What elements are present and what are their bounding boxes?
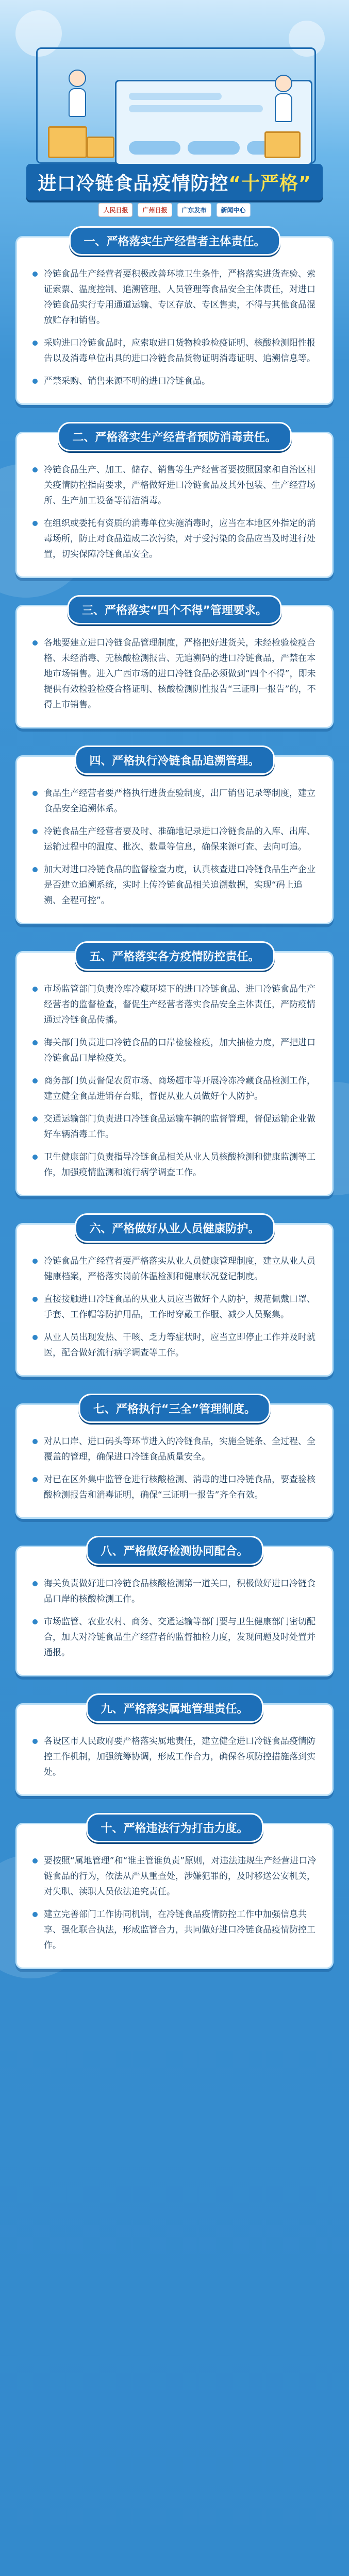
page-title-main: 进口冷链食品疫情防控 xyxy=(38,173,229,194)
section-card xyxy=(15,1703,334,1796)
section-heading: 五、严格落实各方疫情防控责任。 xyxy=(74,941,274,971)
screen-bar xyxy=(129,105,263,112)
media-logo: 广东发布 xyxy=(177,203,211,217)
section-paragraph: 在组织或委托有资质的消毒单位实施消毒时，应当在本地区外指定的消毒场所，防止对食品造成二次污染，对于受污染的食品应当及时进行处置，切实保障冷链食品安全。 xyxy=(32,516,317,562)
section-paragraph: 对已在区外集中监管仓进行核酸检测、消毒的进口冷链食品，要查验核酸检测报告和消毒证明，确保“三证明一报告”齐全有效。 xyxy=(32,1472,317,1503)
sections-list xyxy=(0,236,349,1969)
section-paragraph: 采购进口冷链食品时，应索取进口货物检验检疫证明、核酸检测阳性报告以及消毒单位出具的进口冷链食品货物证明消毒证明、追溯信息等。 xyxy=(32,335,317,366)
section-card xyxy=(15,1546,334,1676)
section-paragraph: 加大对进口冷链食品的监督检查力度，认真核查进口冷链食品生产企业是否建立追溯系统，实时上传冷链食品相关追溯数据，实现“码上追溯、全程可控”。 xyxy=(32,862,317,908)
hero-illustration-frame xyxy=(36,47,316,164)
media-logo: 人民日报 xyxy=(98,203,132,217)
section-paragraph: 市场监管部门负责冷库冷藏环境下的进口冷链食品、进口冷链食品生产经营者的监督检查，督促生产经营者落实食品安全主体责任，严防疫情通过冷链食品传播。 xyxy=(32,981,317,1028)
section-heading: 四、严格执行冷链食品追溯管理。 xyxy=(74,745,274,775)
media-logo: 广州日报 xyxy=(138,203,172,217)
section-card xyxy=(15,755,334,924)
worker-figure-icon xyxy=(69,70,86,116)
section-paragraph: 冷链食品生产经营者要及时、准确地记录进口冷链食品的入库、出库、运输过程中的温度、批次、数量等信息，确保来源可查、去向可追。 xyxy=(32,824,317,855)
section-card xyxy=(15,236,334,405)
section-paragraph: 市场监管、农业农村、商务、交通运输等部门要与卫生健康部门密切配合，加大对冷链食品生产经营者的监督抽检力度，发现问题及时处置并通报。 xyxy=(32,1614,317,1660)
screen-button-shape xyxy=(129,141,180,155)
section-heading: 三、严格落实“四个不得”管理要求。 xyxy=(67,595,282,624)
section-paragraph: 冷链食品生产、加工、储存、销售等生产经营者要按照国家和自治区相关疫情防控指南要求，严格做好进口冷链食品及其外包装、生产经营场所、生产加工设备等清洁消毒。 xyxy=(32,462,317,509)
section-paragraph: 对从口岸、进口码头等环节进入的冷链食品，实施全链条、全过程、全覆盖的管理，确保进口冷链食品质量安全。 xyxy=(32,1434,317,1465)
section-paragraph: 严禁采购、销售来源不明的进口冷链食品。 xyxy=(32,374,317,389)
section-paragraph: 海关负责做好进口冷链食品核酸检测第一道关口，积极做好进口冷链食品口岸的核酸检测工作。 xyxy=(32,1576,317,1607)
section-paragraph: 要按照“属地管理”和“谁主管谁负责”原则，对违法违规生产经营进口冷链食品的行为，依法从严从重查处，涉嫌犯罪的，及时移送公安机关，对失职、渎职人员依法追究责任。 xyxy=(32,1853,317,1900)
cargo-box-icon xyxy=(48,126,87,158)
section-card xyxy=(15,1823,334,1969)
section-heading: 六、严格做好从业人员健康防护。 xyxy=(74,1213,274,1243)
section-paragraph: 建立完善部门工作协同机制，在冷链食品疫情防控工作中加强信息共享、强化联合执法，形成监管合力，共同做好进口冷链食品疫情防控工作。 xyxy=(32,1907,317,1953)
cargo-box-icon xyxy=(87,137,114,158)
section-paragraph: 直接接触进口冷链食品的从业人员应当做好个人防护，规范佩戴口罩、手套、工作帽等防护用品，工作时穿戴工作服、减少人员聚集。 xyxy=(32,1292,317,1323)
section-paragraph: 卫生健康部门负责指导冷链食品相关从业人员核酸检测和健康监测等工作，加强疫情监测和流行病学调查工作。 xyxy=(32,1149,317,1180)
section-card xyxy=(15,1403,334,1519)
section-card xyxy=(15,951,334,1196)
section-paragraph: 各设区市人民政府要严格落实属地责任，建立健全进口冷链食品疫情防控工作机制，加强统筹协调，形成工作合力，确保各项防控措施落到实处。 xyxy=(32,1734,317,1780)
section-heading: 七、严格执行“三全”管理制度。 xyxy=(78,1394,271,1423)
section-card xyxy=(15,432,334,578)
page-title xyxy=(26,164,322,200)
section-paragraph: 各地要建立进口冷链食品管理制度，严格把好进货关，未经检验检疫合格、未经消毒、无核酸检测报告、无追溯码的进口冷链食品，严禁在本地市场销售。进入广西市场的进口冷链食品必须做到“四个不得”，即未提供有效检验检疫合格证明、核酸检测阴性报告“三证明一报告”的，不得上市销售。 xyxy=(32,635,317,713)
section-card xyxy=(15,1223,334,1377)
page-title-highlight: “十严格” xyxy=(228,173,311,194)
page-title-box xyxy=(0,164,349,200)
section-paragraph: 冷链食品生产经营者要严格落实从业人员健康管理制度，建立从业人员健康档案，严格落实岗前体温检测和健康状况登记制度。 xyxy=(32,1253,317,1284)
section-heading: 二、严格落实生产经营者预防消毒责任。 xyxy=(57,422,291,451)
screen-button-shape xyxy=(188,141,239,155)
section-heading: 八、严格做好检测协同配合。 xyxy=(86,1536,263,1565)
worker-figure-icon xyxy=(275,75,292,121)
hero-banner xyxy=(0,0,349,227)
section-paragraph: 商务部门负责督促农贸市场、商场超市等开展冷冻冷藏食品检测工作，建立健全食品进销存台账，督促从业人员做好个人防护。 xyxy=(32,1073,317,1104)
section-heading: 九、严格落实属地管理责任。 xyxy=(86,1693,263,1723)
section-paragraph: 食品生产经营者要严格执行进货查验制度，出厂销售记录等制度，建立食品安全追溯体系。 xyxy=(32,786,317,817)
section-paragraph: 交通运输部门负责进口冷链食品运输车辆的监督管理，督促运输企业做好车辆消毒工作。 xyxy=(32,1111,317,1142)
section-paragraph: 海关部门负责进口冷链食品的口岸检验检疫，加大抽检力度，严把进口冷链食品口岸检疫关。 xyxy=(32,1035,317,1066)
screen-bar xyxy=(129,93,222,100)
media-logos xyxy=(0,203,349,217)
cargo-box-icon xyxy=(264,131,301,158)
media-logo: 新闻中心 xyxy=(217,203,251,217)
section-heading: 一、严格落实生产经营者主体责任。 xyxy=(69,226,280,256)
section-heading: 十、严格违法行为打击力度。 xyxy=(86,1813,263,1842)
section-paragraph: 从业人员出现发热、干咳、乏力等症状时，应当立即停止工作并及时就医，配合做好流行病学调查等工作。 xyxy=(32,1330,317,1361)
section-paragraph: 冷链食品生产经营者要积极改善环境卫生条件，严格落实进货查验、索证索票、温度控制、追溯管理、人员管理等食品安全主体责任，对进口冷链食品实行专用通道运输、专区存放、专区售卖，不得与其他食品混放贮存和销售。 xyxy=(32,266,317,328)
section-card xyxy=(15,605,334,728)
